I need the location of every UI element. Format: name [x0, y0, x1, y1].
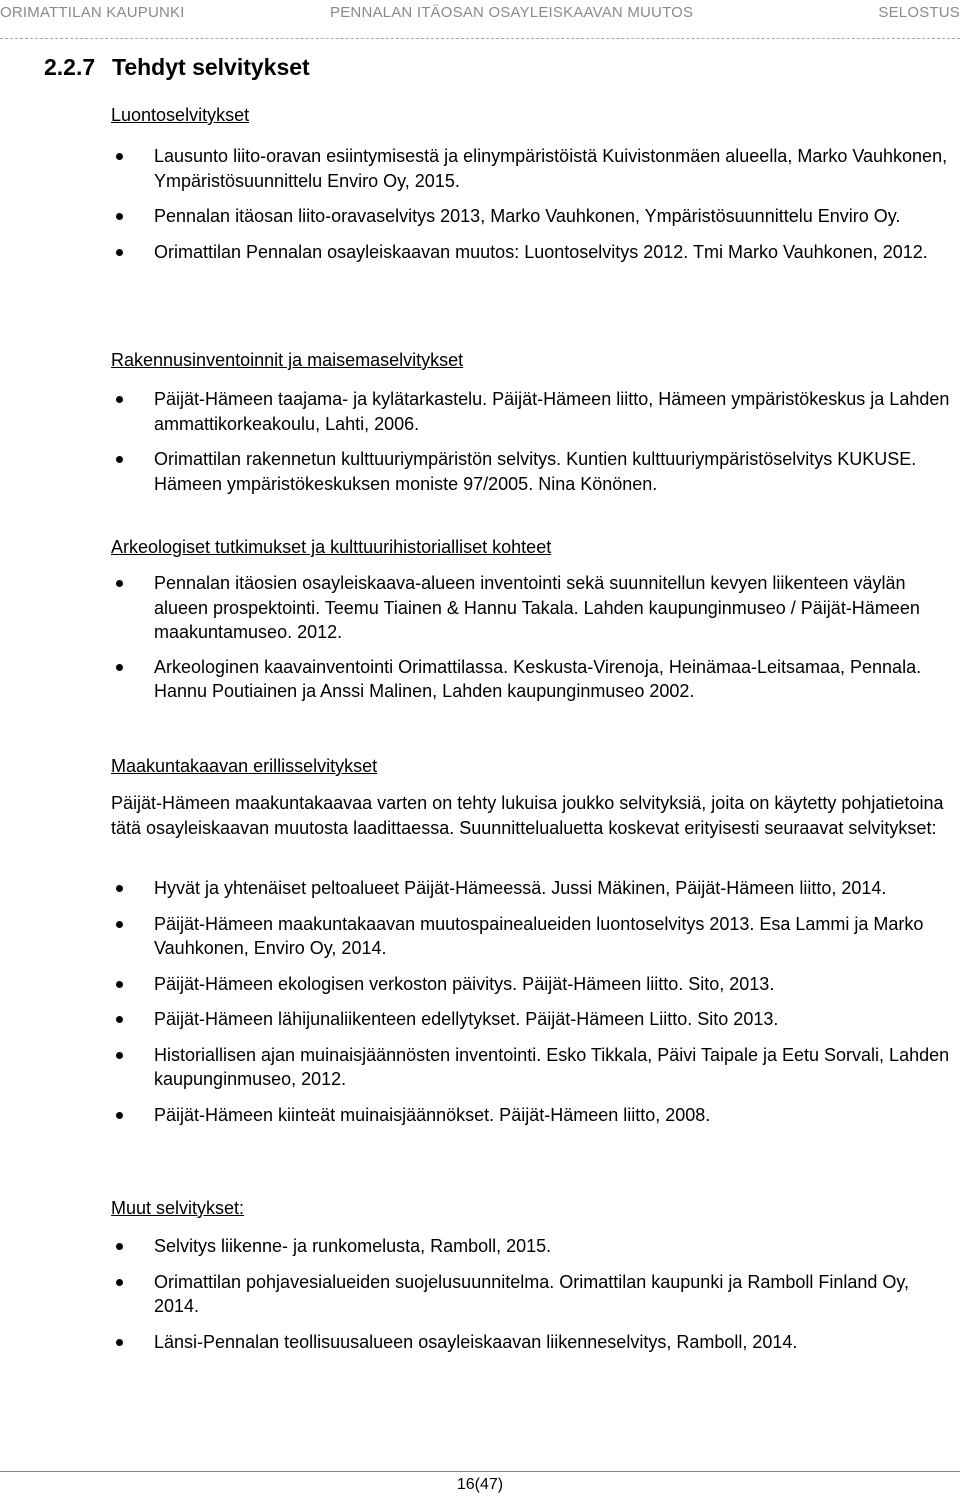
list-item: Pennalan itäosien osayleiskaava-alueen inventointi sekä suunnitellun kevyen liikenteen väylän alueen prospektointi. Teemu Tiainen & Hannu Takala. Lahden kaupunginmuseo / Päijät-Hämeen maakuntamuseo. 2012.	[111, 571, 956, 645]
list-item: Päijät-Hämeen taajama- ja kylätarkastelu. Päijät-Hämeen liitto, Hämeen ympäristökeskus ja Lahden ammattikorkeakoulu, Lahti, 2006.	[111, 387, 956, 436]
list-item: Orimattilan rakennetun kulttuuriympäristön selvitys. Kuntien kulttuuriympäristöselvitys KUKUSE. Hämeen ympäristökeskuksen moniste 97/2005. Nina Könönen.	[111, 447, 956, 496]
footer-divider	[0, 1471, 960, 1472]
page-number: 16(47)	[456, 1476, 504, 1493]
list-item: Historiallisen ajan muinaisjäännösten inventointi. Esko Tikkala, Päivi Taipale ja Eetu Sorvali, Lahden kaupunginmuseo, 2012.	[111, 1043, 956, 1092]
list-muut-selvitykset	[111, 1234, 956, 1354]
list-item: Päijät-Hämeen kiinteät muinaisjäännökset. Päijät-Hämeen liitto, 2008.	[111, 1103, 956, 1128]
list-item: Päijät-Hämeen ekologisen verkoston päivitys. Päijät-Hämeen liitto. Sito, 2013.	[111, 972, 956, 997]
list-item: Päijät-Hämeen maakuntakaavan muutospainealueiden luontoselvitys 2013. Esa Lammi ja Marko Vauhkonen, Enviro Oy, 2014.	[111, 912, 956, 961]
list-rakennusinventoinnit	[111, 387, 956, 496]
list-item: Orimattilan Pennalan osayleiskaavan muutos: Luontoselvitys 2012. Tmi Marko Vauhkonen, 2012.	[111, 240, 956, 265]
section-title-text: Tehdyt selvitykset	[112, 54, 310, 80]
section-title	[44, 54, 310, 81]
subheading-rakennusinventoinnit: Rakennusinventoinnit ja maisemaselvitykset	[111, 350, 464, 370]
list-luontoselvitykset	[111, 144, 956, 264]
list-arkeologiset	[111, 571, 956, 704]
intro-paragraph: Päijät-Hämeen maakuntakaavaa varten on tehty lukuisa joukko selvityksiä, joita on käytetty pohjatietoina tätä osayleiskaavan muutosta laadittaessa. Suunnittelualuetta koskevat erityisesti seuraavat selvitykset:	[111, 793, 944, 838]
list-item: Lausunto liito-oravan esiintymisestä ja elinympäristöistä Kuivistonmäen alueella, Marko Vauhkonen, Ympäristösuunnittelu Enviro Oy, 2015.	[111, 144, 956, 193]
list-item: Päijät-Hämeen lähijunaliikenteen edellytykset. Päijät-Hämeen Liitto. Sito 2013.	[111, 1007, 956, 1032]
subheading-luontoselvitykset: Luontoselvitykset	[111, 105, 250, 125]
list-item: Arkeologinen kaavainventointi Orimattilassa. Keskusta-Virenoja, Heinämaa-Leitsamaa, Pennala. Hannu Poutiainen ja Anssi Malinen, Lahden kaupunginmuseo 2002.	[111, 655, 956, 704]
section-number: 2.2.7	[44, 54, 96, 80]
header-document-title: PENNALAN ITÄOSAN OSAYLEISKAAVAN MUUTOS	[330, 4, 694, 21]
header-organization: ORIMATTILAN KAUPUNKI	[0, 4, 185, 21]
header-document-type: SELOSTUS	[878, 4, 960, 21]
subheading-muut-selvitykset: Muut selvitykset:	[111, 1198, 245, 1218]
subheading-maakuntakaavan: Maakuntakaavan erillisselvitykset	[111, 756, 378, 776]
list-maakuntakaavan	[111, 876, 956, 1127]
list-item: Hyvät ja yhtenäiset peltoalueet Päijät-Hämeessä. Jussi Mäkinen, Päijät-Hämeen liitto, 2014.	[111, 876, 956, 901]
list-item: Länsi-Pennalan teollisuusalueen osayleiskaavan liikenneselvitys, Ramboll, 2014.	[111, 1330, 956, 1355]
subheading-arkeologiset: Arkeologiset tutkimukset ja kulttuurihistorialliset kohteet	[111, 537, 552, 557]
page-header	[0, 0, 960, 39]
list-item: Orimattilan pohjavesialueiden suojelusuunnitelma. Orimattilan kaupunki ja Ramboll Finland Oy, 2014.	[111, 1270, 956, 1319]
list-item: Selvitys liikenne- ja runkomelusta, Ramboll, 2015.	[111, 1234, 956, 1259]
list-item: Pennalan itäosan liito-oravaselvitys 2013, Marko Vauhkonen, Ympäristösuunnittelu Enviro Oy.	[111, 204, 956, 229]
